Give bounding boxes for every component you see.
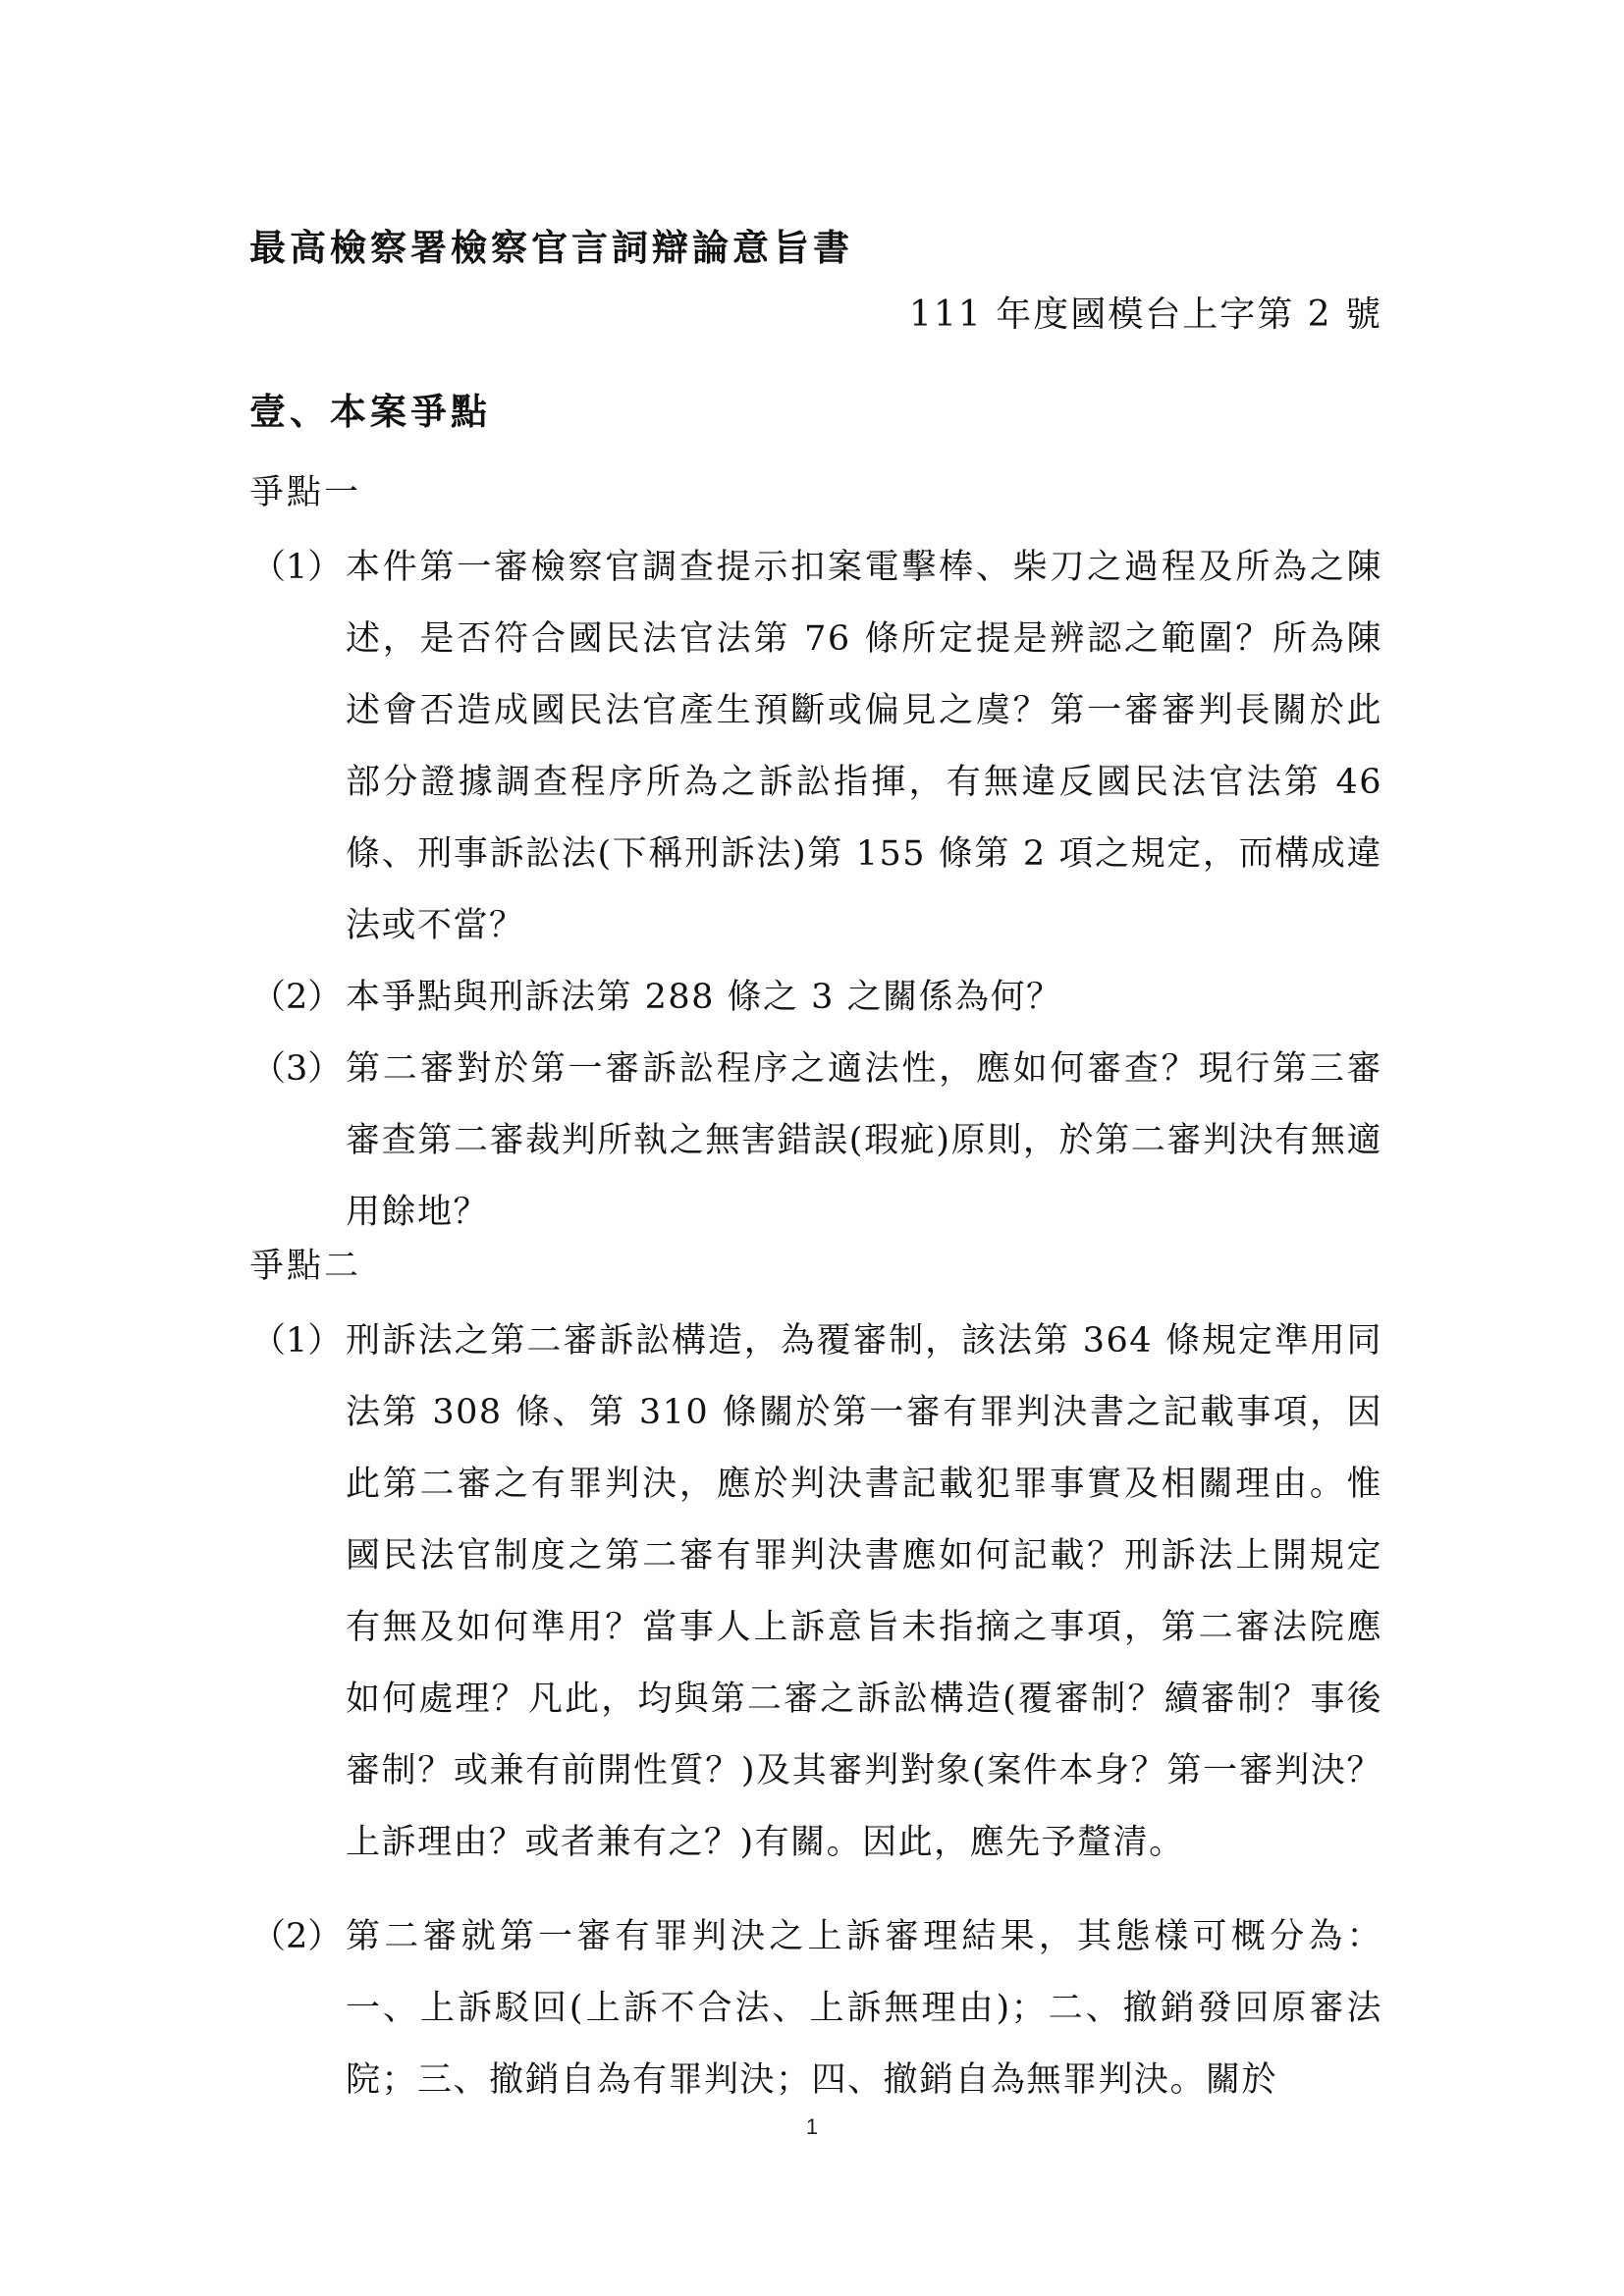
issue-1-item-2: [251, 962, 1386, 1034]
case-number: 111 年度國模台上字第 2 號: [909, 294, 1382, 335]
page-number: 1: [805, 2114, 819, 2139]
item-number: （3）: [251, 1049, 343, 1089]
item-text: 第二審對於第一審訴訟程序之適法性，應如何審查？現行第三審審查第二審裁判所執之無害錯誤(瑕疵)原則，於第二審判決有無適用餘地？: [346, 1049, 1382, 1232]
item-text: 本爭點與刑訴法第 288 條之 3 之關係為何？: [346, 978, 1062, 1017]
item-text: 本件第一審檢察官調查提示扣案電擊棒、柴刀之過程及所為之陳述，是否符合國民法官法第 76 條所定提是辨認之範圍？所為陳述會否造成國民法官產生預斷或偏見之虞？第一審審判長關於此部分證據調查程序所為之訴訟指揮，有無違反國民法官法第 46 條、刑事訴訟法(下稱刑訴法)第 155 條第 2 項之規定，而構成違法或不當？: [346, 548, 1382, 945]
issue-1-item-1: [251, 532, 1386, 962]
document-title: 最高檢察署檢察官言詞辯論意旨書: [249, 226, 853, 269]
item-text: 第二審就第一審有罪判決之上訴審理結果，其態樣可概分為：一、上訴駁回(上訴不合法、上訴無理由)；二、撤銷發回原審法院；三、撤銷自為有罪判決；四、撤銷自為無罪判決。關於: [346, 1917, 1382, 2100]
item-number: （2）: [251, 1917, 343, 1956]
issue-2-item-1: [251, 1306, 1386, 1879]
issue-label-1: 爭點一: [249, 473, 362, 512]
issue-label-2: 爭點二: [249, 1247, 362, 1286]
item-number: （2）: [251, 978, 343, 1017]
item-text: 刑訴法之第二審訴訟構造，為覆審制，該法第 364 條規定準用同法第 308 條、第 310 條關於第一審有罪判決書之記載事項，因此第二審之有罪判決，應於判決書記載犯罪事實及相關理由。惟國民法官制度之第二審有罪判決書應如何記載？刑訴法上開規定有無及如何準用？當事人上訴意旨未指摘之事項，第二審法院應如何處理？凡此，均與第二審之訴訟構造(覆審制？續審制？事後審制？或兼有前開性質？)及其審判對象(案件本身？第一審判決？上訴理由？或者兼有之？)有關。因此，應先予釐清。: [346, 1321, 1382, 1862]
issue-2-item-2: [251, 1901, 1386, 2116]
issue-1-item-3: [251, 1034, 1386, 1249]
item-number: （1）: [251, 1321, 343, 1361]
section-title: 壹、本案爭點: [249, 390, 491, 433]
item-number: （1）: [251, 548, 343, 587]
